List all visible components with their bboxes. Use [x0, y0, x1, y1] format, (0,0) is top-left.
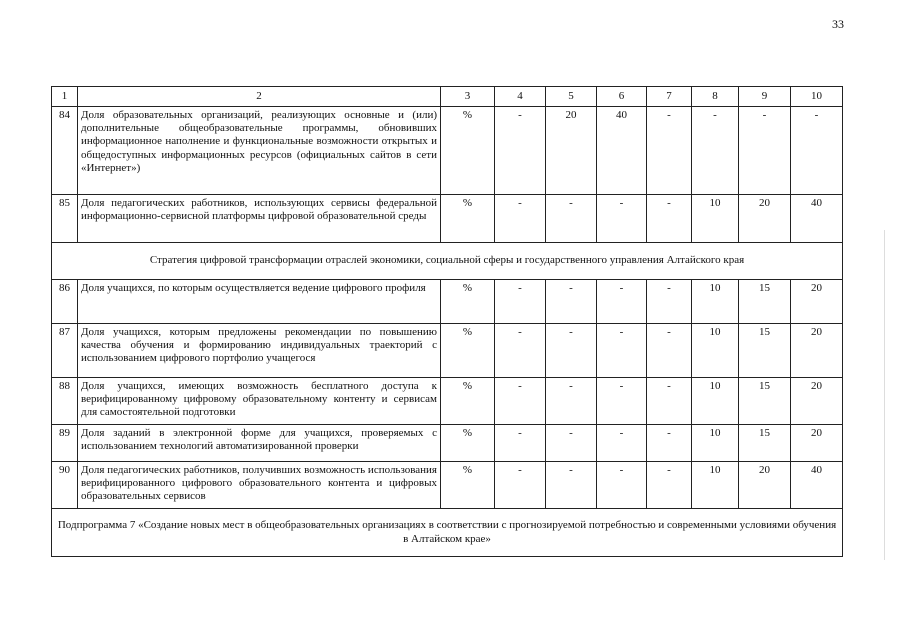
- value-cell: -: [495, 324, 546, 378]
- row-number: 86: [52, 280, 78, 324]
- value-cell: -: [647, 324, 692, 378]
- table-body: [52, 87, 843, 557]
- row-number: 85: [52, 195, 78, 243]
- value-cell: 10: [692, 425, 739, 462]
- header-cell: 10: [791, 87, 843, 107]
- value-cell: -: [647, 462, 692, 509]
- value-cell: -: [647, 107, 692, 195]
- indicator-name: Доля заданий в электронной форме для учащихся, проверяемых с использованием технологий автоматизированной проверки: [78, 425, 441, 462]
- value-cell: -: [546, 462, 597, 509]
- unit-cell: %: [441, 462, 495, 509]
- value-cell: 20: [546, 107, 597, 195]
- row-number: 84: [52, 107, 78, 195]
- value-cell: -: [597, 462, 647, 509]
- table-row: [52, 107, 843, 195]
- value-cell: -: [546, 280, 597, 324]
- value-cell: -: [546, 324, 597, 378]
- table-row: [52, 378, 843, 425]
- value-cell: -: [495, 378, 546, 425]
- value-cell: -: [495, 107, 546, 195]
- unit-cell: %: [441, 425, 495, 462]
- value-cell: 20: [791, 280, 843, 324]
- indicator-name: Доля педагогических работников, использующих сервисы федеральной информационно-сервисной платформы цифровой образовательной среды: [78, 195, 441, 243]
- table-row: [52, 280, 843, 324]
- header-cell: 9: [739, 87, 791, 107]
- value-cell: -: [597, 378, 647, 425]
- header-cell: 5: [546, 87, 597, 107]
- value-cell: 15: [739, 378, 791, 425]
- value-cell: 20: [791, 324, 843, 378]
- table-row: [52, 324, 843, 378]
- subprogram-heading-row: [52, 509, 843, 557]
- value-cell: -: [495, 195, 546, 243]
- value-cell: -: [546, 195, 597, 243]
- value-cell: -: [739, 107, 791, 195]
- table-row: [52, 462, 843, 509]
- value-cell: 10: [692, 378, 739, 425]
- value-cell: 15: [739, 324, 791, 378]
- row-number: 87: [52, 324, 78, 378]
- header-cell: 2: [78, 87, 441, 107]
- unit-cell: %: [441, 107, 495, 195]
- header-cell: 7: [647, 87, 692, 107]
- unit-cell: %: [441, 378, 495, 425]
- indicator-name: Доля педагогических работников, получивших возможность использования верифицированного цифрового образовательного контента и цифровых образовательных сервисов: [78, 462, 441, 509]
- unit-cell: %: [441, 324, 495, 378]
- table-row: [52, 425, 843, 462]
- value-cell: -: [791, 107, 843, 195]
- value-cell: -: [647, 280, 692, 324]
- value-cell: 40: [791, 462, 843, 509]
- indicator-name: Доля образовательных организаций, реализующих основные и (или) дополнительные общеобразовательные программы, обновивших информационное наполнение и функциональные возможности открытых и общедоступных информационных ресурсов (официальных сайтов в сети «Интернет»): [78, 107, 441, 195]
- value-cell: -: [597, 280, 647, 324]
- table-header-row: [52, 87, 843, 107]
- value-cell: 20: [739, 195, 791, 243]
- header-cell: 6: [597, 87, 647, 107]
- indicator-name: Доля учащихся, которым предложены рекомендации по повышению качества обучения и формированию индивидуальных траекторий с использованием цифрового портфолио учащегося: [78, 324, 441, 378]
- unit-cell: %: [441, 280, 495, 324]
- value-cell: -: [495, 462, 546, 509]
- header-cell: 1: [52, 87, 78, 107]
- value-cell: 10: [692, 195, 739, 243]
- value-cell: -: [647, 425, 692, 462]
- value-cell: -: [597, 425, 647, 462]
- indicator-name: Доля учащихся, по которым осуществляется ведение цифрового профиля: [78, 280, 441, 324]
- value-cell: -: [495, 280, 546, 324]
- value-cell: 20: [739, 462, 791, 509]
- value-cell: 40: [597, 107, 647, 195]
- unit-cell: %: [441, 195, 495, 243]
- row-number: 89: [52, 425, 78, 462]
- value-cell: 40: [791, 195, 843, 243]
- section-heading-row: [52, 243, 843, 280]
- value-cell: -: [647, 195, 692, 243]
- value-cell: -: [597, 195, 647, 243]
- value-cell: 10: [692, 280, 739, 324]
- value-cell: 20: [791, 378, 843, 425]
- value-cell: 10: [692, 462, 739, 509]
- value-cell: -: [546, 378, 597, 425]
- value-cell: -: [692, 107, 739, 195]
- value-cell: 10: [692, 324, 739, 378]
- indicator-name: Доля учащихся, имеющих возможность бесплатного доступа к верифицированному цифровому образовательному контенту и сервисам для самостоятельной подготовки: [78, 378, 441, 425]
- row-number: 88: [52, 378, 78, 425]
- value-cell: -: [647, 378, 692, 425]
- scan-edge-line: [884, 230, 885, 560]
- section-heading: Стратегия цифровой трансформации отраслей экономики, социальной сферы и государственного управления Алтайского края: [52, 243, 843, 280]
- value-cell: 20: [791, 425, 843, 462]
- table-row: [52, 195, 843, 243]
- page-number: 33: [832, 17, 844, 31]
- row-number: 90: [52, 462, 78, 509]
- header-cell: 3: [441, 87, 495, 107]
- value-cell: -: [546, 425, 597, 462]
- header-cell: 8: [692, 87, 739, 107]
- header-cell: 4: [495, 87, 546, 107]
- indicators-table: [51, 86, 843, 557]
- value-cell: 15: [739, 280, 791, 324]
- value-cell: 15: [739, 425, 791, 462]
- value-cell: -: [597, 324, 647, 378]
- value-cell: -: [495, 425, 546, 462]
- subprogram-heading: Подпрограмма 7 «Создание новых мест в общеобразовательных организациях в соответствии с прогнозируемой потребностью и современными условиями обучения в Алтайском крае»: [52, 509, 843, 557]
